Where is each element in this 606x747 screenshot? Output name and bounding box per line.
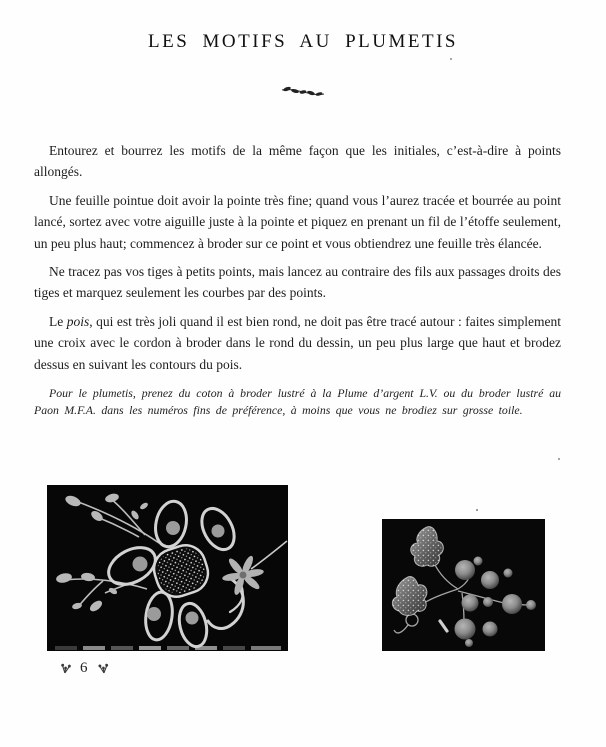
paragraph-pois-rest: , qui est très joli quand il est bien rond, ne doit pas être tracé autour : faites simplement une croix avec le cordon à broder dans le rond du dessin, un peu plus large que haut et brodez dessus en suivant les contours du pois. [34, 313, 561, 372]
page-title: LES MOTIFS AU PLUMETIS [148, 31, 458, 52]
title-ornament-icon [0, 84, 606, 105]
scan-speck [450, 58, 452, 60]
footer-ornament-icon [98, 662, 109, 675]
paragraph-initiales: Entourez et bourrez les motifs de la même façon que les initiales, c’est-à-dire à points allongés. [34, 143, 561, 180]
paragraph-pois [34, 311, 561, 375]
scan-speck [558, 458, 560, 460]
paragraph-pois-lead: Le [49, 313, 67, 329]
scan-speck [476, 509, 478, 511]
paragraph-feuille: Une feuille pointue doit avoir la pointe très fine; quand vous l’aurez tracée et bourrée au point lancé, sortez avec votre aiguille juste à la pointe et piquez en prenant un fil de l’étoffe seulement, un peu plus haut; commencez à broder sur ce point et vous obtiendrez une feuille très élancée. [34, 192, 561, 251]
page-number: 6 [80, 659, 89, 676]
berries-embroidery-svg [382, 519, 545, 651]
text-column [34, 140, 561, 419]
leafy-twig-icon [279, 84, 327, 100]
flower-embroidery-svg [47, 485, 288, 651]
paragraph-pois-italic: pois [66, 313, 90, 329]
footer-ornament-icon [60, 662, 71, 675]
materials-note: Pour le plumetis, prenez du coton à broder lustré à la Plume d’argent L.V. ou du broder lustré au Paon M.F.A. dans les numéros fins de préférence, à moins que vous ne brodiez sur grosse toile. [34, 386, 561, 418]
embroidery-photo-flower [47, 485, 288, 651]
page-footer [60, 659, 109, 677]
embroidery-photo-berries [382, 519, 545, 651]
paragraph-tiges: Ne tracez pas vos tiges à petits points, mais lancez au contraire des fils aux passages droits des tiges et marquez seulement les courbes par des points. [34, 264, 561, 301]
